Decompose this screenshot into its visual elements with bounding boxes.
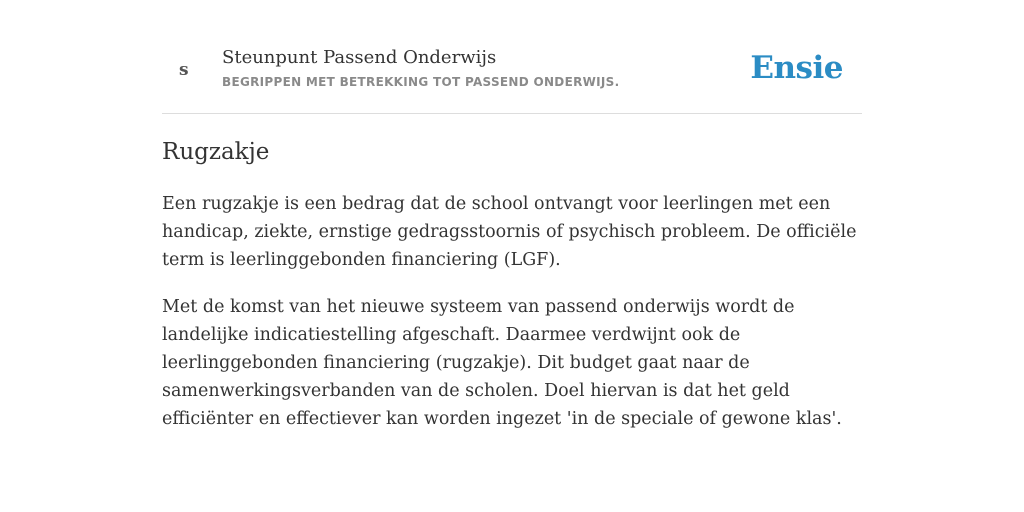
site-logo[interactable]: s [179, 60, 189, 80]
site-title[interactable]: Steunpunt Passend Onderwijs [222, 47, 497, 68]
paragraph: Met de komst van het nieuwe systeem van passend onderwijs wordt de landelijke indicatiestelling afgeschaft. Daarmee verdwijnt ook de leerlinggebonden financiering (rugzakje). Dit budget gaat naar de samenwerkingsverbanden van de scholen. Doel hiervan is dat het geld efficiënter en effectiever kan worden ingezet 'in de speciale of gewone klas'. [162, 297, 842, 429]
site-subtitle: BEGRIPPEN MET BETREKKING TOT PASSEND ONDERWIJS. [222, 75, 620, 89]
page-container [162, 0, 862, 429]
article-body [162, 190, 862, 452]
page-title: Rugzakje [162, 139, 270, 165]
ensie-logo[interactable]: Ensie [750, 50, 843, 86]
header [162, 0, 862, 114]
paragraph: Een rugzakje is een bedrag dat de school ontvangt voor leerlingen met een handicap, ziekte, ernstige gedragsstoornis of psychisch probleem. De officiële term is leerlinggebonden financiering (LGF). [162, 194, 857, 270]
